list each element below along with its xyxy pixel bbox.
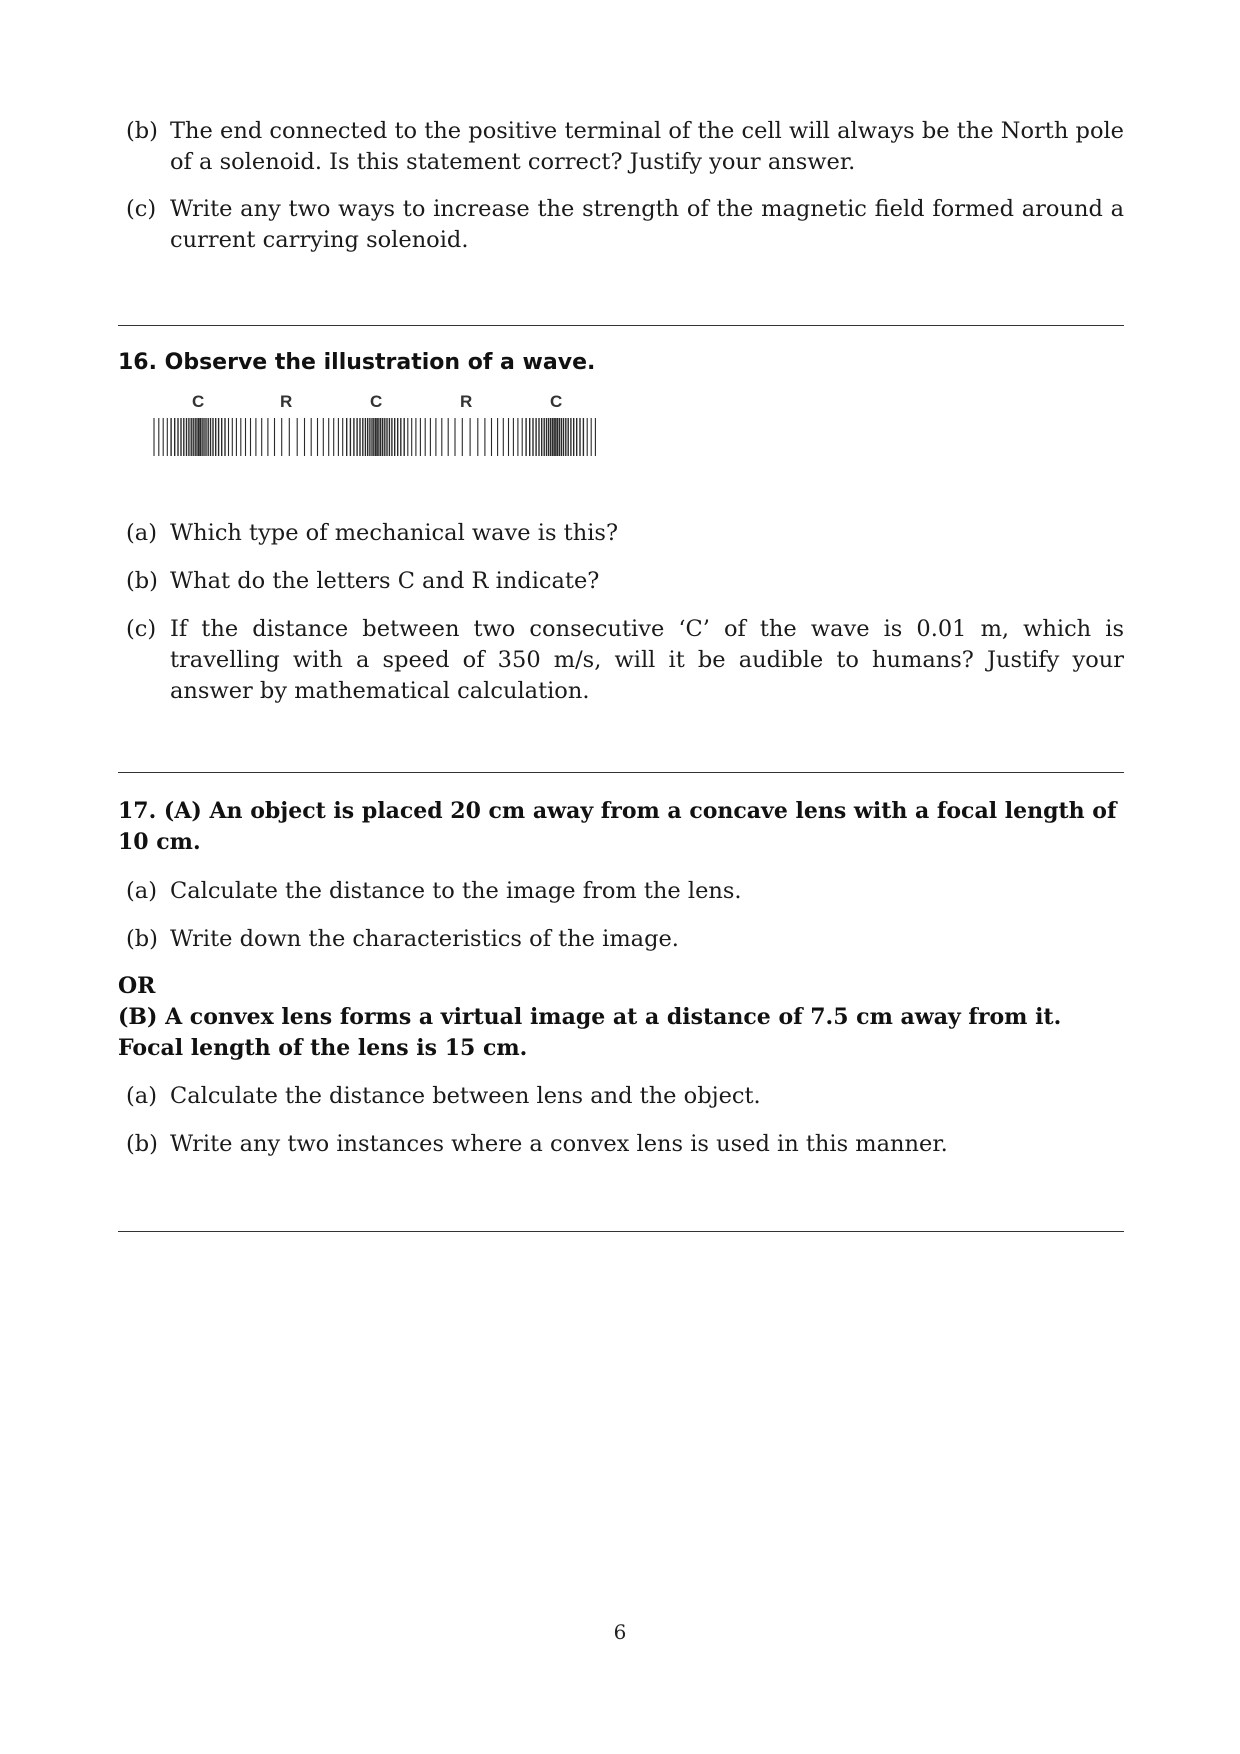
q17-A-b-text: Write down the characteristics of the image. xyxy=(170,926,679,952)
q17-heading: 17. (A) An object is placed 20 cm away from a concave lens with a focal length of 10 cm. xyxy=(118,798,1117,855)
q16-heading: 16. Observe the illustration of a wave. xyxy=(118,350,596,375)
q15-b-label: (b) xyxy=(126,118,158,144)
q17-B-b-text: Write any two instances where a convex lens is used in this manner. xyxy=(170,1131,948,1157)
q16-b-text: What do the letters C and R indicate? xyxy=(170,568,600,594)
q15-part-c xyxy=(126,194,1124,256)
q17-B-a-text: Calculate the distance between lens and the object. xyxy=(170,1083,761,1109)
q17-B-heading: (B) A convex lens forms a virtual image at a distance of 7.5 cm away from it. Focal length of the lens is 15 cm. xyxy=(118,1004,1062,1061)
q17-B-a-label: (a) xyxy=(126,1083,157,1109)
wave-label-compression: C xyxy=(550,392,563,411)
q15-b-text: The end connected to the positive terminal of the cell will always be the North pole of a solenoid. Is this statement correct? Justify your answer. xyxy=(170,118,1124,175)
wave-label-compression: C xyxy=(192,392,205,411)
wave-label-rarefaction: R xyxy=(460,392,473,411)
or-separator: OR xyxy=(118,973,156,999)
q17-A-part-a xyxy=(126,876,1124,907)
q17-B-part-a xyxy=(126,1081,1124,1112)
q16-c-label: (c) xyxy=(126,616,157,642)
q15-part-b xyxy=(126,116,1124,178)
wave-label-rarefaction: R xyxy=(280,392,293,411)
q17-B-b-label: (b) xyxy=(126,1131,158,1157)
q16-a-label: (a) xyxy=(126,520,157,546)
divider-rule xyxy=(118,772,1124,773)
q16-c-text: If the distance between two consecutive ‘C’ of the wave is 0.01 m, which is travelling with a speed of 350 m/s, will it be audible to humans? Justify your answer by mathematical calculation. xyxy=(170,616,1124,704)
q16-a-text: Which type of mechanical wave is this? xyxy=(170,520,619,546)
longitudinal-wave-lines xyxy=(150,414,610,462)
q16-part-c xyxy=(126,614,1124,707)
divider-rule xyxy=(118,325,1124,326)
q16-part-a xyxy=(126,518,1124,549)
wave-label-compression: C xyxy=(370,392,383,411)
q16-part-b xyxy=(126,566,1124,597)
q17-A-part-b xyxy=(126,924,1124,955)
page-number: 6 xyxy=(613,1620,627,1644)
q16-b-label: (b) xyxy=(126,568,158,594)
divider-rule xyxy=(118,1231,1124,1232)
q15-c-label: (c) xyxy=(126,196,157,222)
q15-c-text: Write any two ways to increase the strength of the magnetic field formed around a current carrying solenoid. xyxy=(170,196,1124,253)
wave-illustration xyxy=(150,392,610,462)
q17-A-a-label: (a) xyxy=(126,878,157,904)
q17-A-b-label: (b) xyxy=(126,926,158,952)
q17-A-a-text: Calculate the distance to the image from the lens. xyxy=(170,878,742,904)
q17-B-part-b xyxy=(126,1129,1124,1160)
